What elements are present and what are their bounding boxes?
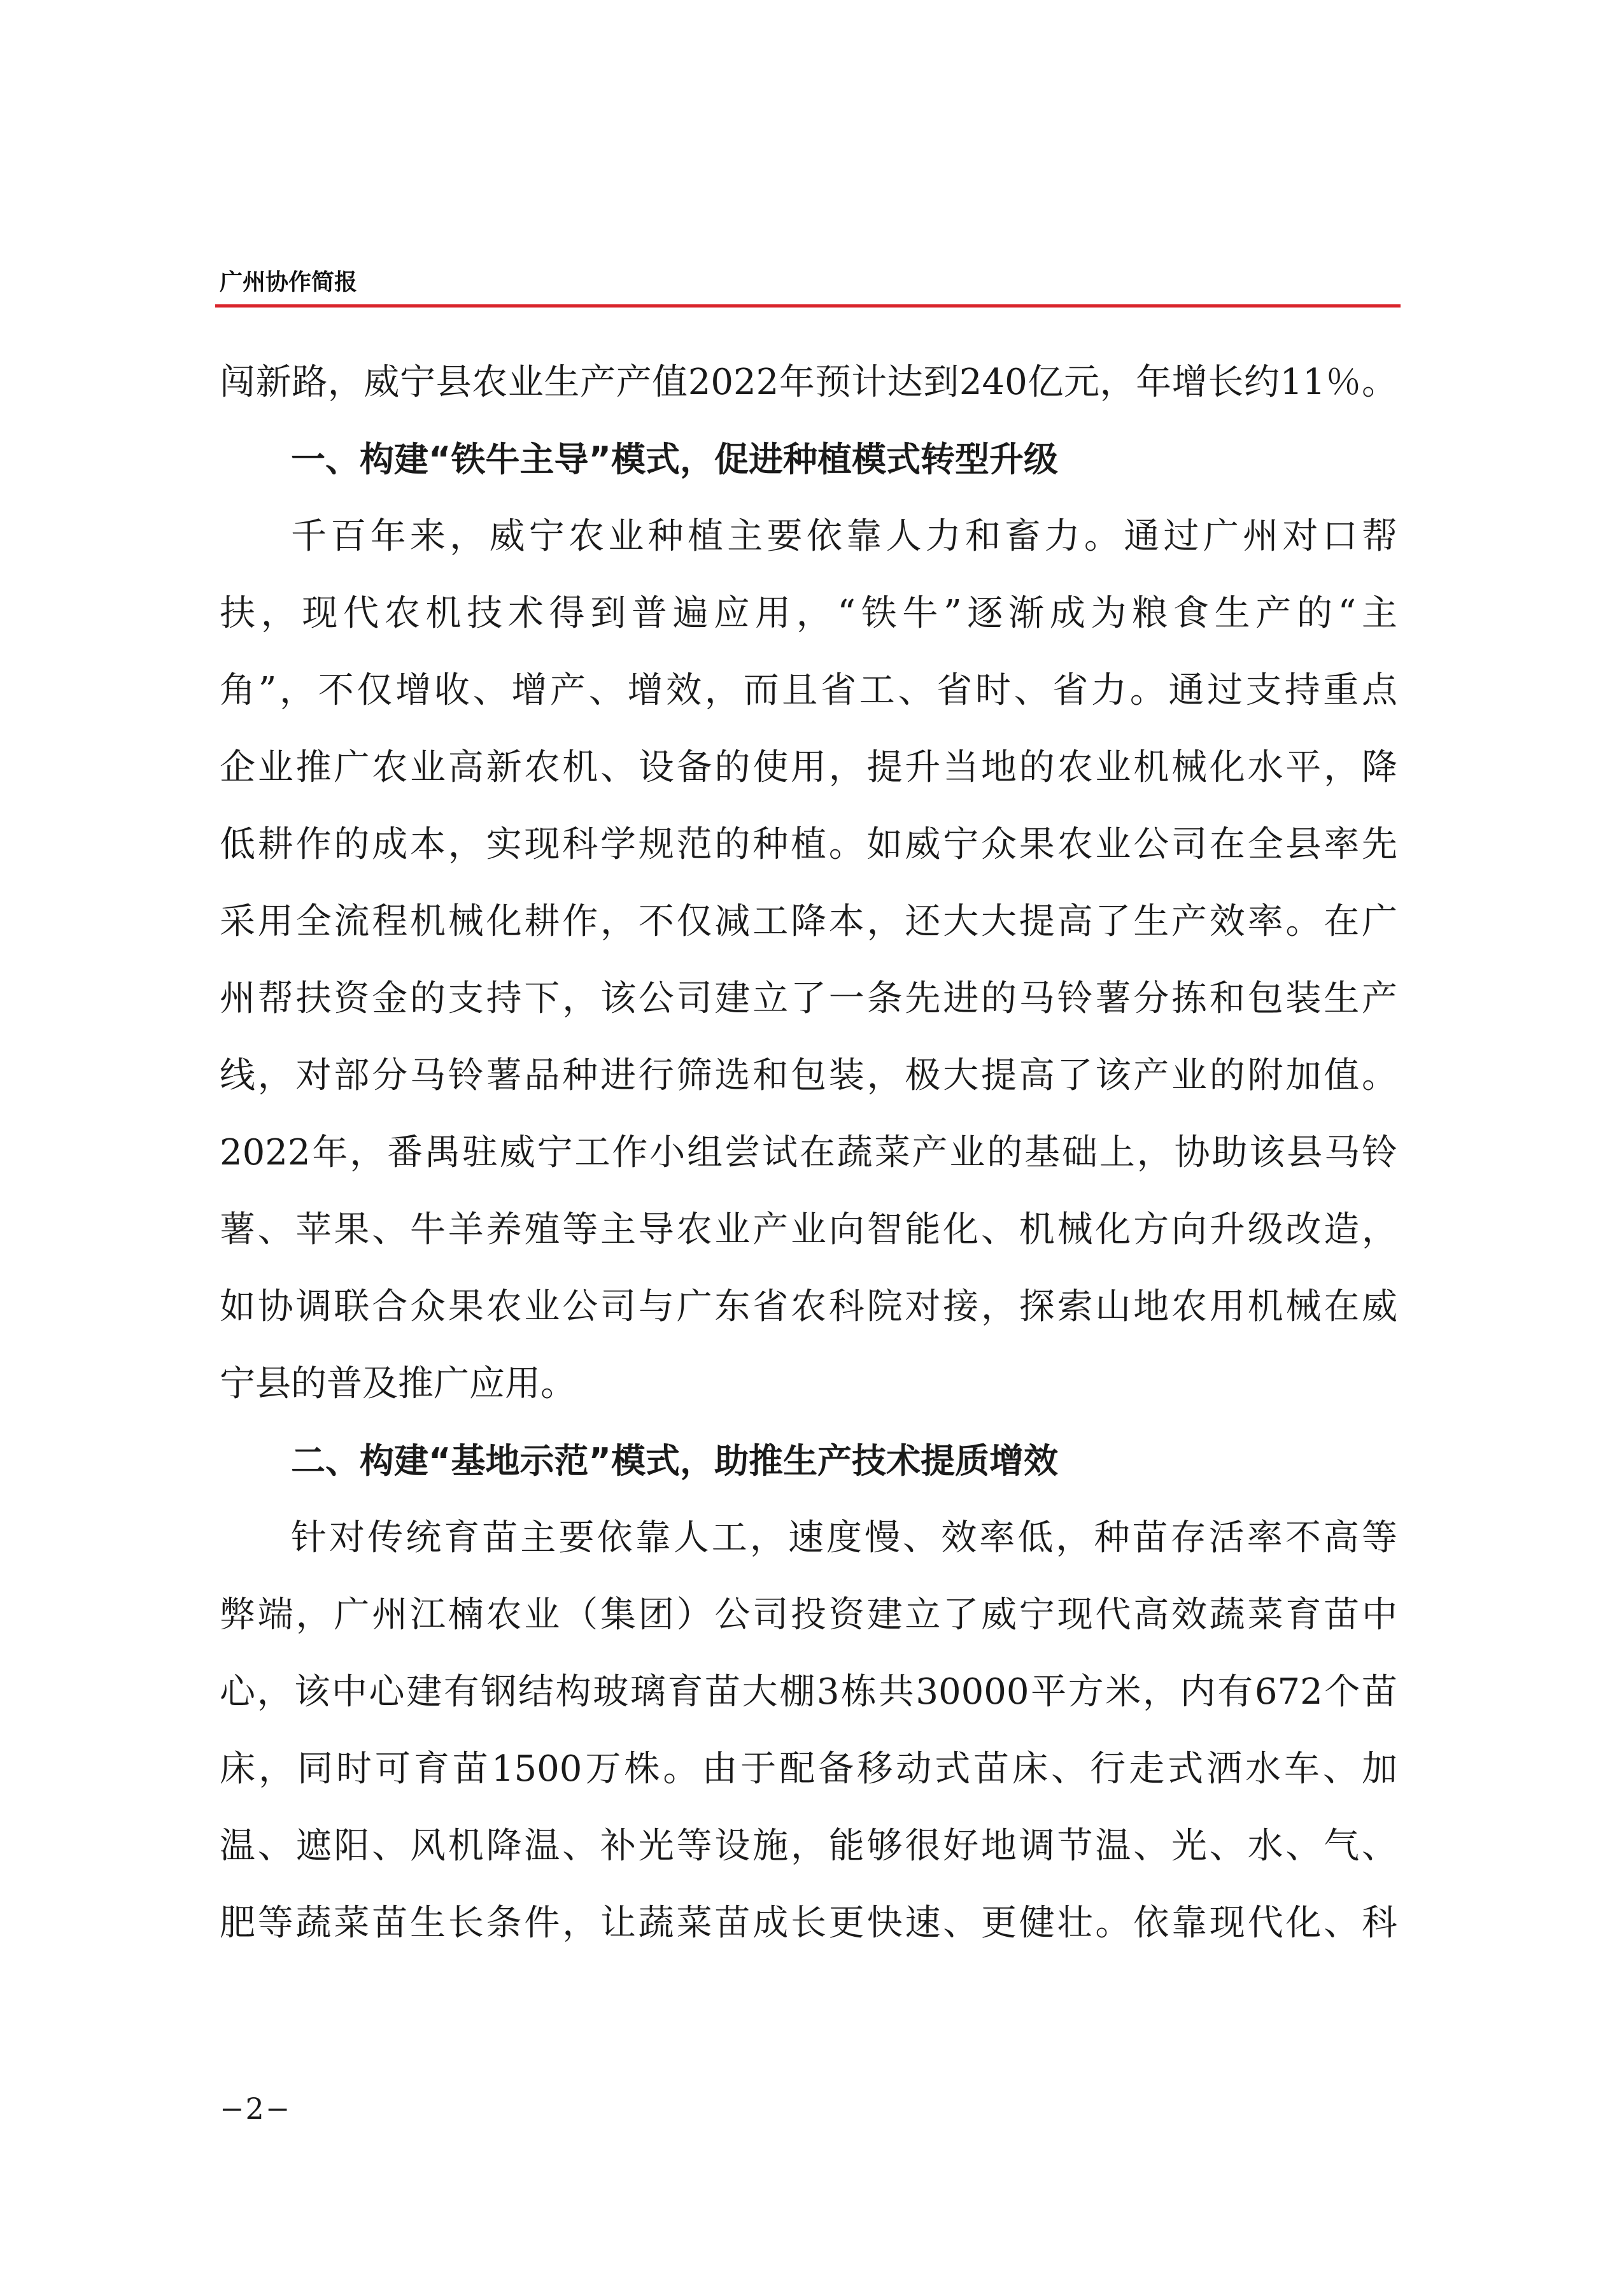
article-body	[220, 344, 1397, 1962]
paragraph-line: 宁县的普及推广应用。	[220, 1363, 576, 1404]
paragraph-line: 床，同时可育苗1500万株。由于配备移动式苗床、行走式洒水车、加	[220, 1748, 1397, 1790]
paragraph-line: 采用全流程机械化耕作，不仅减工降本，还大大提高了生产效率。在广	[220, 901, 1397, 942]
section-heading-2: 二、构建“基地示范”模式，助推生产技术提质增效	[291, 1441, 1058, 1481]
paragraph-line: 闯新路，威宁县农业生产产值2022年预计达到240亿元，年增长约11％。	[220, 362, 1397, 403]
paragraph-line: 心，该中心建有钢结构玻璃育苗大棚3栋共30000平方米，内有672个苗	[220, 1671, 1397, 1713]
section-heading-1: 一、构建“铁牛主导”模式，促进种植模式转型升级	[291, 439, 1058, 479]
paragraph-line: 2022年，番禺驻威宁工作小组尝试在蔬菜产业的基础上，协助该县马铃	[220, 1132, 1397, 1173]
paragraph-line: 针对传统育苗主要依靠人工，速度慢、效率低，种苗存活率不高等	[291, 1517, 1397, 1559]
paragraph-line: 低耕作的成本，实现科学规范的种植。如威宁众果农业公司在全县率先	[220, 824, 1397, 865]
paragraph-line: 温、遮阳、风机降温、补光等设施，能够很好地调节温、光、水、气、	[220, 1825, 1397, 1867]
paragraph-line: 扶，现代农机技术得到普遍应用，“铁牛”逐渐成为粮食生产的“主	[220, 593, 1397, 634]
paragraph-line: 千百年来，威宁农业种植主要依靠人力和畜力。通过广州对口帮	[291, 516, 1397, 557]
paragraph-line: 企业推广农业高新农机、设备的使用，提升当地的农业机械化水平，降	[220, 747, 1397, 788]
header-divider	[215, 304, 1401, 308]
paragraph-line: 角”，不仅增收、增产、增效，而且省工、省时、省力。通过支持重点	[220, 670, 1397, 711]
paragraph-line: 薯、苹果、牛羊养殖等主导农业产业向智能化、机械化方向升级改造，	[220, 1209, 1397, 1250]
paragraph-line: 州帮扶资金的支持下，该公司建立了一条先进的马铃薯分拣和包装生产	[220, 978, 1397, 1019]
paragraph-line: 肥等蔬菜苗生长条件，让蔬菜苗成长更快速、更健壮。依靠现代化、科	[220, 1902, 1397, 1944]
publication-title: 广州协作简报	[220, 269, 358, 295]
paragraph-line: 如协调联合众果农业公司与广东省农科院对接，探索山地农用机械在威	[220, 1286, 1397, 1327]
paragraph-line: 弊端，广州江楠农业（集团）公司投资建立了威宁现代高效蔬菜育苗中	[220, 1594, 1397, 1636]
paragraph-line: 线，对部分马铃薯品种进行筛选和包装，极大提高了该产业的附加值。	[220, 1055, 1397, 1096]
page-number: −2−	[220, 2091, 292, 2126]
